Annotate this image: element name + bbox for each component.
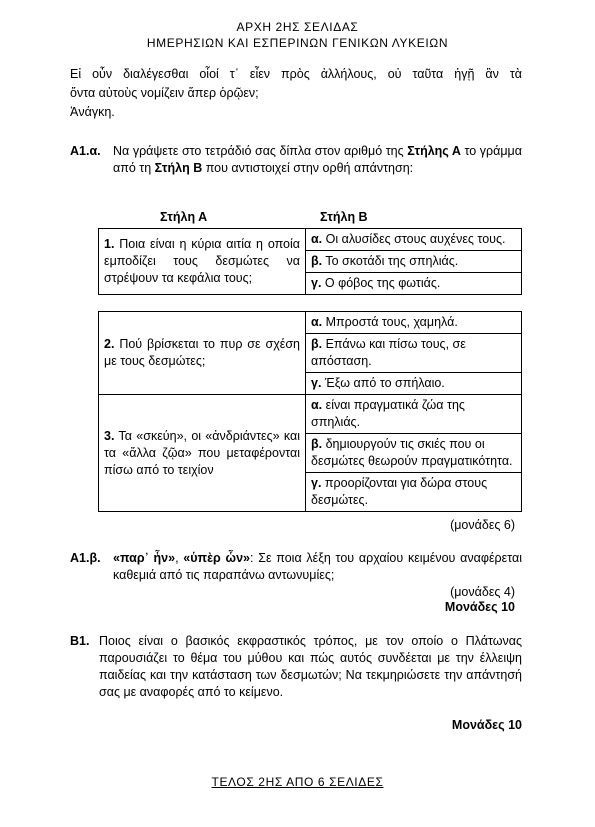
column-b-header: Στήλη Β — [320, 210, 368, 224]
column-b-option: β. δημιουργούν τις σκιές που οι δεσμώτες θεωρούν πραγματικότητα. — [306, 434, 522, 473]
marks-a1b: (μονάδες 4) — [450, 585, 515, 599]
quote-line: Εἰ οὖν διαλέγεσθαι οἷοί τ᾽ εἶεν πρὸς ἀλλήλους, οὐ ταῦτα ἡγῇ ἂν τὰ — [70, 67, 522, 81]
quote-line: ὄντα αὐτοὺς νομίζειν ἅπερ ὁρῷεν; — [70, 86, 259, 100]
column-b-option: γ. Ο φόβος της φωτιάς. — [306, 273, 522, 295]
question-b1 — [70, 633, 522, 701]
question-label: Α1.β. — [70, 551, 101, 565]
quote-block — [70, 65, 522, 122]
column-b-option: γ. προορίζονται για δώρα στους δεσμώτες. — [306, 473, 522, 512]
question-label: Β1. — [70, 634, 90, 648]
column-a-item: 2. Πού βρίσκεται το πυρ σε σχέση με τους δεσμώτες; — [99, 312, 306, 395]
column-a-item: 3. Τα «σκεύη», οι «ἀνδριάντες» και τα «ἄλλα ζῷα» που μεταφέρονται πίσω από το τειχίον — [99, 395, 306, 512]
page-footer: ΤΕΛΟΣ 2ΗΣ ΑΠΟ 6 ΣΕΛΙΔΕΣ — [211, 775, 384, 789]
question-text: Ποιος είναι ο βασικός εκφραστικός τρόπος, με τον οποίο ο Πλάτωνας παρουσιάζει το θέμα του μύθου και πώς αυτός συνδέεται με την έλλειψη παιδείας και την κατάσταση των δεσμωτών; Να τεκμηριώσετε την απάντησή σας με αναφορές από το κείμενο. — [99, 634, 522, 699]
column-b-option: β. Το σκοτάδι της σπηλιάς. — [306, 251, 522, 273]
question-a1a — [70, 143, 522, 177]
matching-table-2 — [98, 311, 522, 395]
total-marks-b1: Μονάδες 10 — [451, 718, 522, 732]
column-b-option: γ. Έξω από το σπήλαιο. — [306, 373, 522, 395]
column-b-option: α. Μπροστά τους, χαμηλά. — [306, 312, 522, 334]
question-text: «παρ᾽ ἦν», «ὑπὲρ ὧν»: Σε ποια λέξη του αρχαίου κειμένου αναφέρεται καθεμιά από τις παραπάνω αντωνυμίες; — [113, 551, 522, 582]
column-a-item: 1. Ποια είναι η κύρια αιτία η οποία εμποδίζει τους δεσμώτες να στρέψουν τα κεφάλια τους; — [99, 229, 306, 295]
page-header-line2: ΗΜΕΡΗΣΙΩΝ ΚΑΙ ΕΣΠΕΡΙΝΩΝ ΓΕΝΙΚΩΝ ΛΥΚΕΙΩΝ — [146, 36, 449, 50]
matching-table-3 — [98, 394, 522, 512]
column-b-option: β. Επάνω και πίσω τους, σε απόσταση. — [306, 334, 522, 373]
marks-a1a: (μονάδες 6) — [450, 518, 515, 532]
page-header-line1: ΑΡΧΗ 2ΗΣ ΣΕΛΙΔΑΣ — [236, 20, 359, 34]
question-text: Να γράψετε στο τετράδιό σας δίπλα στον αριθμό της Στήλης Α το γράμμα από τη Στήλη Β που αντιστοιχεί στην ορθή απάντηση: — [113, 144, 522, 175]
total-marks-a1: Μονάδες 10 — [444, 600, 515, 614]
column-b-option: α. Οι αλυσίδες στους αυχένες τους. — [306, 229, 522, 251]
column-b-option: α. είναι πραγματικά ζώα της σπηλιάς. — [306, 395, 522, 434]
question-a1b — [70, 550, 522, 584]
quote-line: Ἀνάγκη. — [70, 105, 115, 119]
question-label: Α1.α. — [70, 144, 101, 158]
matching-table-1 — [98, 228, 522, 295]
column-a-header: Στήλη Α — [160, 210, 208, 224]
